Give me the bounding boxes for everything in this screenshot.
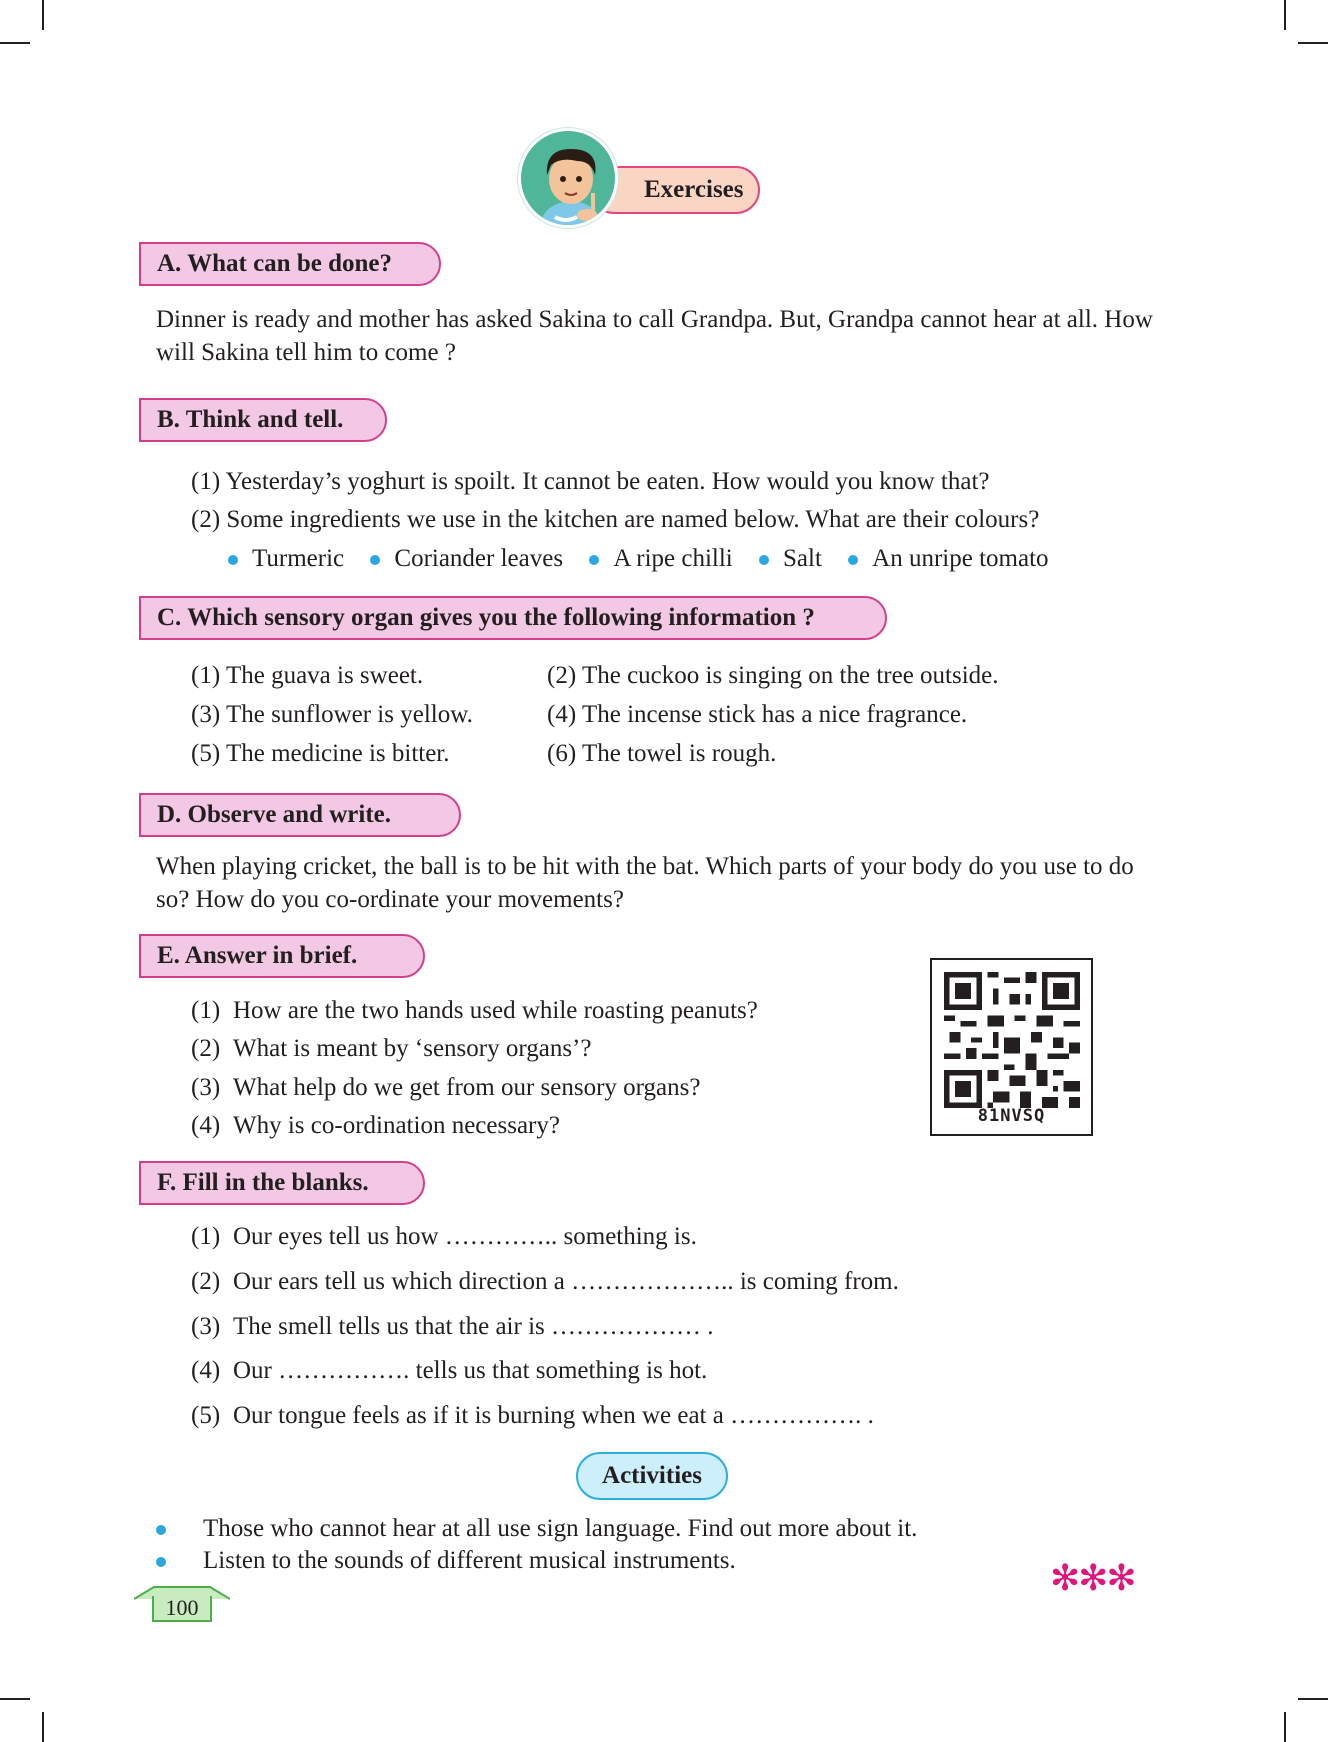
activities-title: Activities (576, 1452, 728, 1500)
list-item (191, 1312, 714, 1342)
item-text: How are the two hands used while roasting peanuts? (233, 997, 758, 1024)
list-item (191, 505, 1039, 535)
exercises-banner (518, 128, 763, 228)
item-number: (2) (191, 1268, 221, 1295)
crop-mark (1284, 1712, 1286, 1742)
item-number: (1) (191, 468, 221, 495)
section-a-heading: A. What can be done? (139, 242, 441, 286)
list-item (191, 1401, 874, 1431)
list-item: Coriander leaves (370, 544, 563, 574)
item-number: (4) (191, 1357, 221, 1384)
crop-mark (1298, 1698, 1328, 1700)
item-number: (2) (191, 1035, 221, 1062)
bullet-icon (370, 555, 380, 565)
item-text: Our tongue feels as if it is burning when we eat a ……………. . (233, 1402, 874, 1429)
list-item (160, 1514, 917, 1544)
list-item: An unripe tomato (848, 544, 1048, 574)
bullet-icon (759, 555, 769, 565)
crop-mark (1298, 42, 1328, 44)
item-number: (1) (191, 1223, 221, 1250)
crop-mark (42, 0, 44, 30)
list-item: (4) The incense stick has a nice fragrance. (547, 701, 968, 728)
item-number: (1) (191, 997, 221, 1024)
qr-code-box[interactable] (930, 958, 1093, 1136)
qr-code-label: 81NVSQ (977, 1106, 1046, 1126)
bullet-icon (156, 1557, 166, 1567)
item-number: (5) (191, 1402, 221, 1429)
list-item: (5) The medicine is bitter. (191, 740, 450, 767)
list-item (191, 996, 758, 1026)
activity-text: Those who cannot hear at all use sign language. Find out more about it. (203, 1515, 918, 1542)
item-text: Yesterday’s yoghurt is spoilt. It cannot be eaten. How would you know that? (225, 468, 990, 495)
bullet-icon (589, 555, 599, 565)
exercises-title: Exercises (590, 166, 760, 214)
list-item: A ripe chilli (589, 544, 732, 574)
list-item (160, 1546, 736, 1576)
item-text: What help do we get from our sensory organs? (233, 1074, 701, 1101)
list-item: (6) The towel is rough. (547, 740, 777, 767)
item-number: (4) (191, 1112, 221, 1139)
item-text: The smell tells us that the air is ……………… . (233, 1313, 714, 1340)
page-number-badge (134, 1586, 230, 1624)
bullet-icon (156, 1525, 166, 1535)
section-c-heading: C. Which sensory organ gives you the following information ? (139, 596, 887, 640)
list-item (191, 1356, 707, 1386)
section-b-heading: B. Think and tell. (139, 398, 387, 442)
section-d-heading: D. Observe and write. (139, 793, 461, 837)
bullet-icon (848, 555, 858, 565)
crop-mark (42, 1712, 44, 1742)
section-e-heading: E. Answer in brief. (139, 934, 425, 978)
page-number: 100 (152, 1596, 212, 1622)
list-item (191, 467, 990, 497)
list-item: Turmeric (228, 544, 344, 574)
section-f-heading: F. Fill in the blanks. (139, 1161, 425, 1205)
item-number: (3) (191, 1074, 221, 1101)
item-number: (2) (191, 506, 221, 533)
list-item (191, 1111, 560, 1141)
list-item: (3) The sunflower is yellow. (191, 701, 473, 728)
list-item: (1) The guava is sweet. (191, 662, 424, 689)
item-text: Our ears tell us which direction a ……………….. is coming from. (233, 1268, 899, 1295)
section-d-text: When playing cricket, the ball is to be hit with the bat. Which parts of your body do you use to do so? How do you co-ordinate your movements? (156, 853, 1134, 913)
activity-text: Listen to the sounds of different musical instruments. (203, 1547, 736, 1574)
list-item: Salt (759, 544, 822, 574)
crop-mark (0, 1698, 30, 1700)
item-text: Why is co-ordination necessary? (233, 1112, 560, 1139)
item-number: (3) (191, 1313, 221, 1340)
ingredient-list (228, 544, 1069, 574)
list-item (191, 1222, 697, 1252)
list-item: (2) The cuckoo is singing on the tree outside. (547, 662, 999, 689)
list-item (191, 1034, 591, 1064)
item-text: What is meant by ‘sensory organs’? (233, 1035, 592, 1062)
end-stars-icon: ✻✻✻ (1050, 1558, 1135, 1599)
item-text: Our eyes tell us how ………….. something is. (233, 1223, 697, 1250)
list-item (191, 1073, 700, 1103)
section-a-text: Dinner is ready and mother has asked Sakina to call Grandpa. But, Grandpa cannot hear at all. How will Sakina tell him to come ? (156, 306, 1153, 366)
list-item (191, 1267, 899, 1297)
bullet-icon (228, 555, 238, 565)
crop-mark (1284, 0, 1286, 30)
item-text: Some ingredients we use in the kitchen are named below. What are their colours? (226, 506, 1040, 533)
crop-mark (0, 42, 30, 44)
boy-illustration (518, 128, 618, 228)
item-text: Our ……………. tells us that something is hot. (233, 1357, 708, 1384)
qr-code-icon (944, 972, 1080, 1108)
